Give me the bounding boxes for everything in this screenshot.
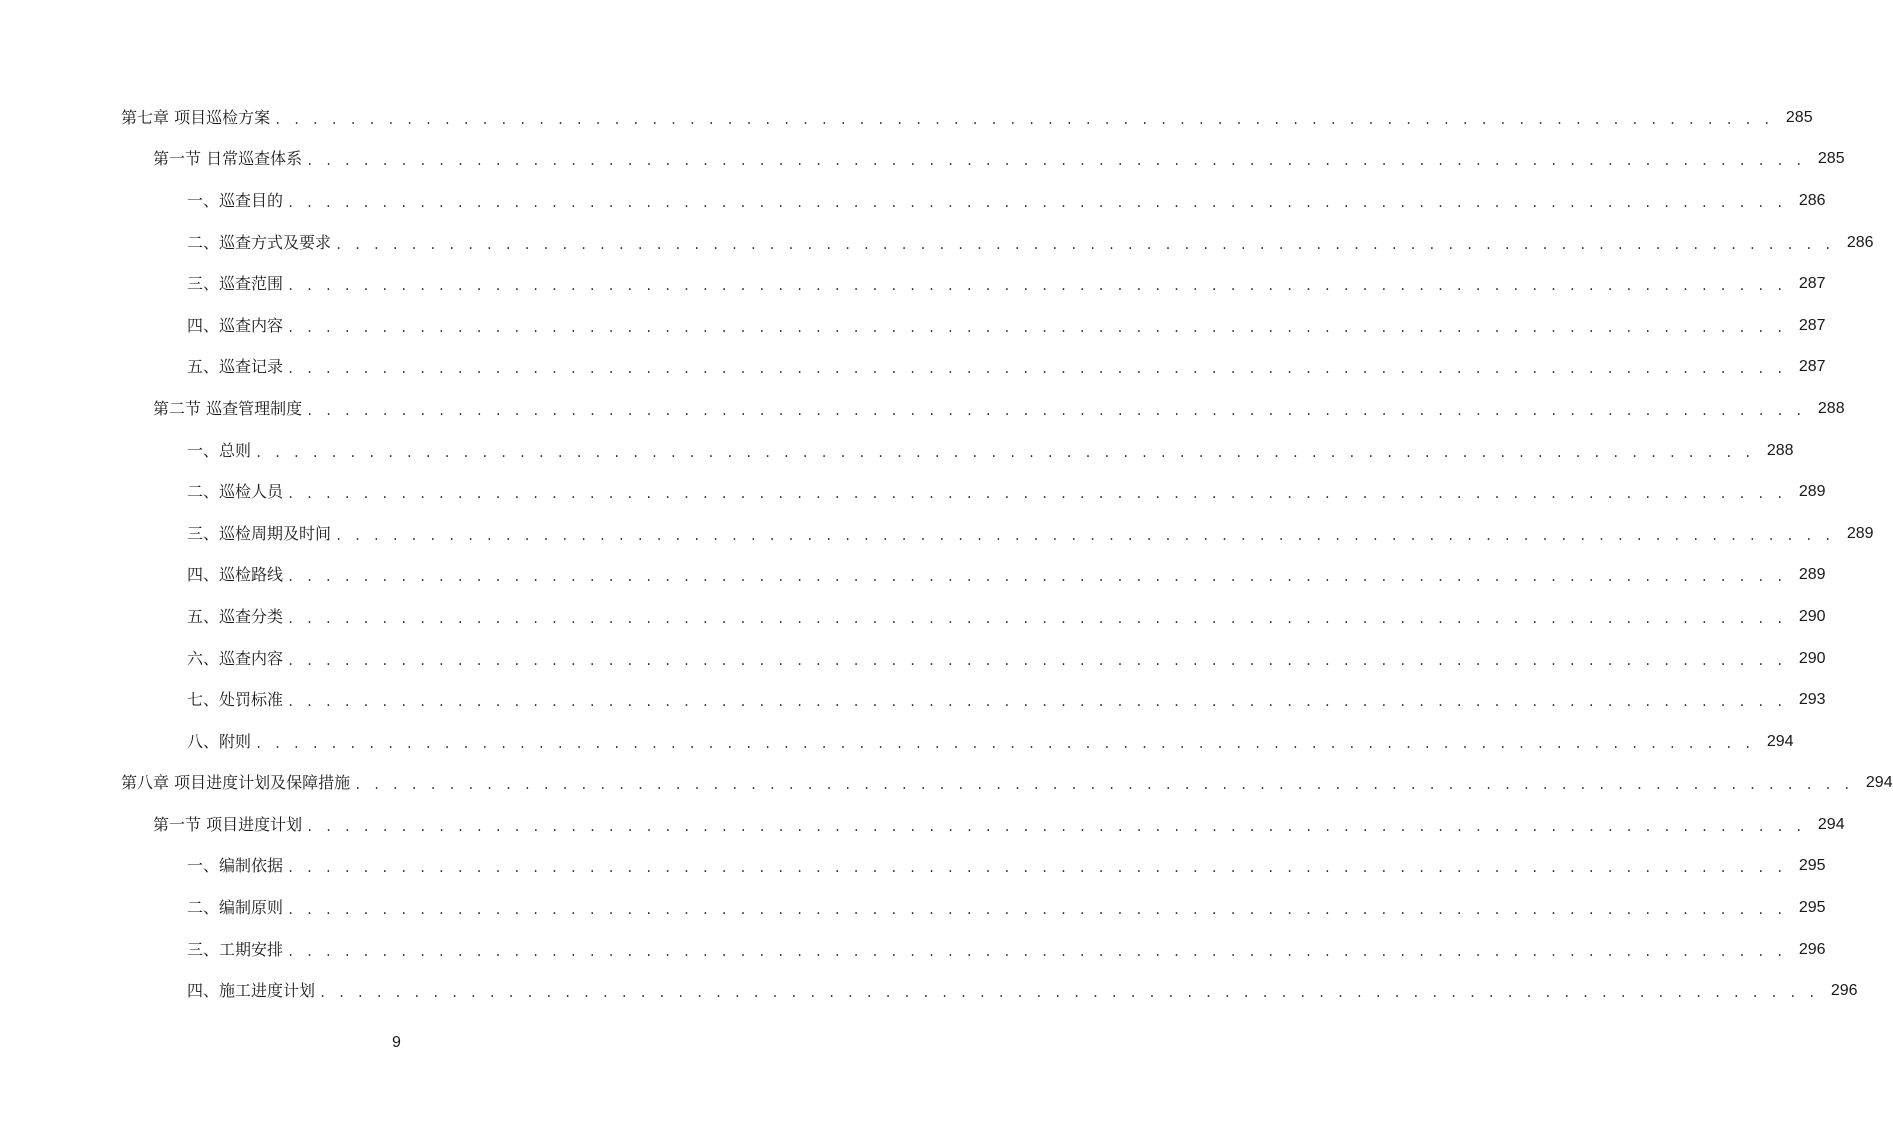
toc-entry[interactable] bbox=[0, 513, 1874, 555]
toc-entry-label: 四、施工进度计划 bbox=[187, 981, 316, 1001]
toc-entry-label: 四、巡检路线 bbox=[187, 565, 284, 585]
toc-leader-dots: . . . . . . . . . . . . . . . . . . . . . . . . . . . . . . . . . . . . . . . . . . . . . . . . . . . . . . . . . . . . . . . . . . . . . . . . . . . . . . . . bbox=[287, 695, 1786, 710]
toc-entry-page: 293 bbox=[1798, 691, 1826, 709]
toc-entry-label: 二、巡查方式及要求 bbox=[187, 232, 332, 252]
toc-entry[interactable] bbox=[0, 887, 1826, 929]
toc-leader-dots: . . . . . . . . . . . . . . . . . . . . . . . . . . . . . . . . . . . . . . . . . . . . . . . . . . . . . . . . . . . . . . . . . . . . . . . . . . . . . . . . bbox=[255, 736, 1754, 751]
toc-entry[interactable] bbox=[0, 430, 1794, 472]
toc-leader-dots: . . . . . . . . . . . . . . . . . . . . . . . . . . . . . . . . . . . . . . . . . . . . . . . . . . . . . . . . . . . . . . . . . . . . . . . . . . . . . . . . bbox=[287, 362, 1786, 377]
toc-entry-label: 第一节 日常巡查体系 bbox=[153, 149, 303, 169]
toc-leader-dots: . . . . . . . . . . . . . . . . . . . . . . . . . . . . . . . . . . . . . . . . . . . . . . . . . . . . . . . . . . . . . . . . . . . . . . . . . . . . . . . . bbox=[287, 903, 1786, 918]
toc-entry-page: 288 bbox=[1766, 441, 1794, 459]
toc-entry-label: 四、巡查内容 bbox=[187, 315, 284, 335]
toc-entry[interactable] bbox=[0, 929, 1826, 971]
toc-leader-dots: . . . . . . . . . . . . . . . . . . . . . . . . . . . . . . . . . . . . . . . . . . . . . . . . . . . . . . . . . . . . . . . . . . . . . . . . . . . . . . . . bbox=[335, 528, 1834, 543]
toc-entry-page: 290 bbox=[1798, 607, 1826, 625]
toc-entry-label: 一、巡查目的 bbox=[187, 190, 284, 210]
toc-entry-page: 295 bbox=[1798, 899, 1826, 917]
toc-entry-page: 287 bbox=[1798, 316, 1826, 334]
toc-entry-page: 294 bbox=[1865, 774, 1893, 792]
toc-entry[interactable] bbox=[0, 263, 1826, 305]
toc-entry[interactable] bbox=[0, 763, 1893, 805]
toc-leader-dots: . . . . . . . . . . . . . . . . . . . . . . . . . . . . . . . . . . . . . . . . . . . . . . . . . . . . . . . . . . . . . . . . . . . . . . . . . . . . . . . . bbox=[255, 445, 1754, 460]
toc-entry-label: 八、附则 bbox=[187, 731, 252, 751]
toc-entry-label: 三、巡查范围 bbox=[187, 274, 284, 294]
toc-entry-page: 285 bbox=[1817, 150, 1845, 168]
toc-entry-label: 第二节 巡查管理制度 bbox=[153, 398, 303, 418]
toc-entry-label: 三、巡检周期及时间 bbox=[187, 523, 332, 543]
toc-leader-dots: . . . . . . . . . . . . . . . . . . . . . . . . . . . . . . . . . . . . . . . . . . . . . . . . . . . . . . . . . . . . . . . . . . . . . . . . . . . . . . . . bbox=[287, 944, 1786, 959]
toc-entry-label: 二、编制原则 bbox=[187, 898, 284, 918]
toc-entry-label: 一、总则 bbox=[187, 440, 252, 460]
toc-entry-page: 294 bbox=[1817, 815, 1845, 833]
toc-entry[interactable] bbox=[0, 721, 1794, 763]
toc-entry-label: 二、巡检人员 bbox=[187, 482, 284, 502]
toc-leader-dots: . . . . . . . . . . . . . . . . . . . . . . . . . . . . . . . . . . . . . . . . . . . . . . . . . . . . . . . . . . . . . . . . . . . . . . . . . . . . . . . . bbox=[287, 195, 1786, 210]
toc-entry-page: 286 bbox=[1846, 233, 1874, 251]
toc-entry[interactable] bbox=[0, 180, 1826, 222]
toc-entry-page: 289 bbox=[1846, 524, 1874, 542]
toc-entry-page: 288 bbox=[1817, 399, 1845, 417]
toc-entry[interactable] bbox=[0, 97, 1813, 139]
table-of-contents bbox=[0, 97, 1893, 1012]
toc-entry-page: 290 bbox=[1798, 649, 1826, 667]
toc-entry[interactable] bbox=[0, 596, 1826, 638]
toc-entry-label: 七、处罚标准 bbox=[187, 690, 284, 710]
toc-entry-label: 第八章 项目进度计划及保障措施 bbox=[121, 773, 351, 793]
toc-leader-dots: . . . . . . . . . . . . . . . . . . . . . . . . . . . . . . . . . . . . . . . . . . . . . . . . . . . . . . . . . . . . . . . . . . . . . . . . . . . . . . . . bbox=[287, 570, 1786, 585]
toc-entry[interactable] bbox=[0, 471, 1826, 513]
toc-leader-dots: . . . . . . . . . . . . . . . . . . . . . . . . . . . . . . . . . . . . . . . . . . . . . . . . . . . . . . . . . . . . . . . . . . . . . . . . . . . . . . . . bbox=[274, 112, 1773, 127]
toc-entry-page: 296 bbox=[1798, 940, 1826, 958]
toc-entry-page: 286 bbox=[1798, 191, 1826, 209]
toc-entry-label: 三、工期安排 bbox=[187, 939, 284, 959]
toc-entry[interactable] bbox=[0, 638, 1826, 680]
toc-leader-dots: . . . . . . . . . . . . . . . . . . . . . . . . . . . . . . . . . . . . . . . . . . . . . . . . . . . . . . . . . . . . . . . . . . . . . . . . . . . . . . . . bbox=[306, 819, 1805, 834]
toc-leader-dots: . . . . . . . . . . . . . . . . . . . . . . . . . . . . . . . . . . . . . . . . . . . . . . . . . . . . . . . . . . . . . . . . . . . . . . . . . . . . . . . . bbox=[287, 279, 1786, 294]
toc-leader-dots: . . . . . . . . . . . . . . . . . . . . . . . . . . . . . . . . . . . . . . . . . . . . . . . . . . . . . . . . . . . . . . . . . . . . . . . . . . . . . . . . bbox=[306, 403, 1805, 418]
toc-entry-label: 五、巡查分类 bbox=[187, 606, 284, 626]
toc-leader-dots: . . . . . . . . . . . . . . . . . . . . . . . . . . . . . . . . . . . . . . . . . . . . . . . . . . . . . . . . . . . . . . . . . . . . . . . . . . . . . . . . bbox=[354, 778, 1853, 793]
toc-entry[interactable] bbox=[0, 555, 1826, 597]
toc-leader-dots: . . . . . . . . . . . . . . . . . . . . . . . . . . . . . . . . . . . . . . . . . . . . . . . . . . . . . . . . . . . . . . . . . . . . . . . . . . . . . . . . bbox=[319, 986, 1818, 1001]
toc-entry[interactable] bbox=[0, 804, 1845, 846]
toc-entry-page: 295 bbox=[1798, 857, 1826, 875]
toc-leader-dots: . . . . . . . . . . . . . . . . . . . . . . . . . . . . . . . . . . . . . . . . . . . . . . . . . . . . . . . . . . . . . . . . . . . . . . . . . . . . . . . . bbox=[306, 154, 1805, 169]
toc-entry[interactable] bbox=[0, 388, 1845, 430]
toc-entry-page: 287 bbox=[1798, 275, 1826, 293]
toc-leader-dots: . . . . . . . . . . . . . . . . . . . . . . . . . . . . . . . . . . . . . . . . . . . . . . . . . . . . . . . . . . . . . . . . . . . . . . . . . . . . . . . . bbox=[287, 611, 1786, 626]
toc-entry-page: 285 bbox=[1785, 108, 1813, 126]
toc-entry-page: 294 bbox=[1766, 732, 1794, 750]
toc-leader-dots: . . . . . . . . . . . . . . . . . . . . . . . . . . . . . . . . . . . . . . . . . . . . . . . . . . . . . . . . . . . . . . . . . . . . . . . . . . . . . . . . bbox=[335, 237, 1834, 252]
toc-entry-page: 287 bbox=[1798, 358, 1826, 376]
toc-entry[interactable] bbox=[0, 679, 1826, 721]
toc-entry[interactable] bbox=[0, 846, 1826, 888]
toc-entry-page: 296 bbox=[1830, 982, 1858, 1000]
toc-leader-dots: . . . . . . . . . . . . . . . . . . . . . . . . . . . . . . . . . . . . . . . . . . . . . . . . . . . . . . . . . . . . . . . . . . . . . . . . . . . . . . . . bbox=[287, 487, 1786, 502]
toc-entry-label: 一、编制依据 bbox=[187, 856, 284, 876]
toc-entry[interactable] bbox=[0, 347, 1826, 389]
toc-entry-label: 五、巡查记录 bbox=[187, 357, 284, 377]
toc-leader-dots: . . . . . . . . . . . . . . . . . . . . . . . . . . . . . . . . . . . . . . . . . . . . . . . . . . . . . . . . . . . . . . . . . . . . . . . . . . . . . . . . bbox=[287, 861, 1786, 876]
toc-entry[interactable] bbox=[0, 305, 1826, 347]
toc-entry-label: 六、巡查内容 bbox=[187, 648, 284, 668]
page-number: 9 bbox=[392, 1034, 401, 1051]
toc-entry-page: 289 bbox=[1798, 483, 1826, 501]
toc-leader-dots: . . . . . . . . . . . . . . . . . . . . . . . . . . . . . . . . . . . . . . . . . . . . . . . . . . . . . . . . . . . . . . . . . . . . . . . . . . . . . . . . bbox=[287, 320, 1786, 335]
toc-entry-page: 289 bbox=[1798, 566, 1826, 584]
toc-leader-dots: . . . . . . . . . . . . . . . . . . . . . . . . . . . . . . . . . . . . . . . . . . . . . . . . . . . . . . . . . . . . . . . . . . . . . . . . . . . . . . . . bbox=[287, 653, 1786, 668]
toc-entry[interactable] bbox=[0, 222, 1874, 264]
toc-entry-label: 第一节 项目进度计划 bbox=[153, 814, 303, 834]
toc-entry[interactable] bbox=[0, 970, 1858, 1012]
toc-entry-label: 第七章 项目巡检方案 bbox=[121, 107, 271, 127]
toc-entry[interactable] bbox=[0, 139, 1845, 181]
